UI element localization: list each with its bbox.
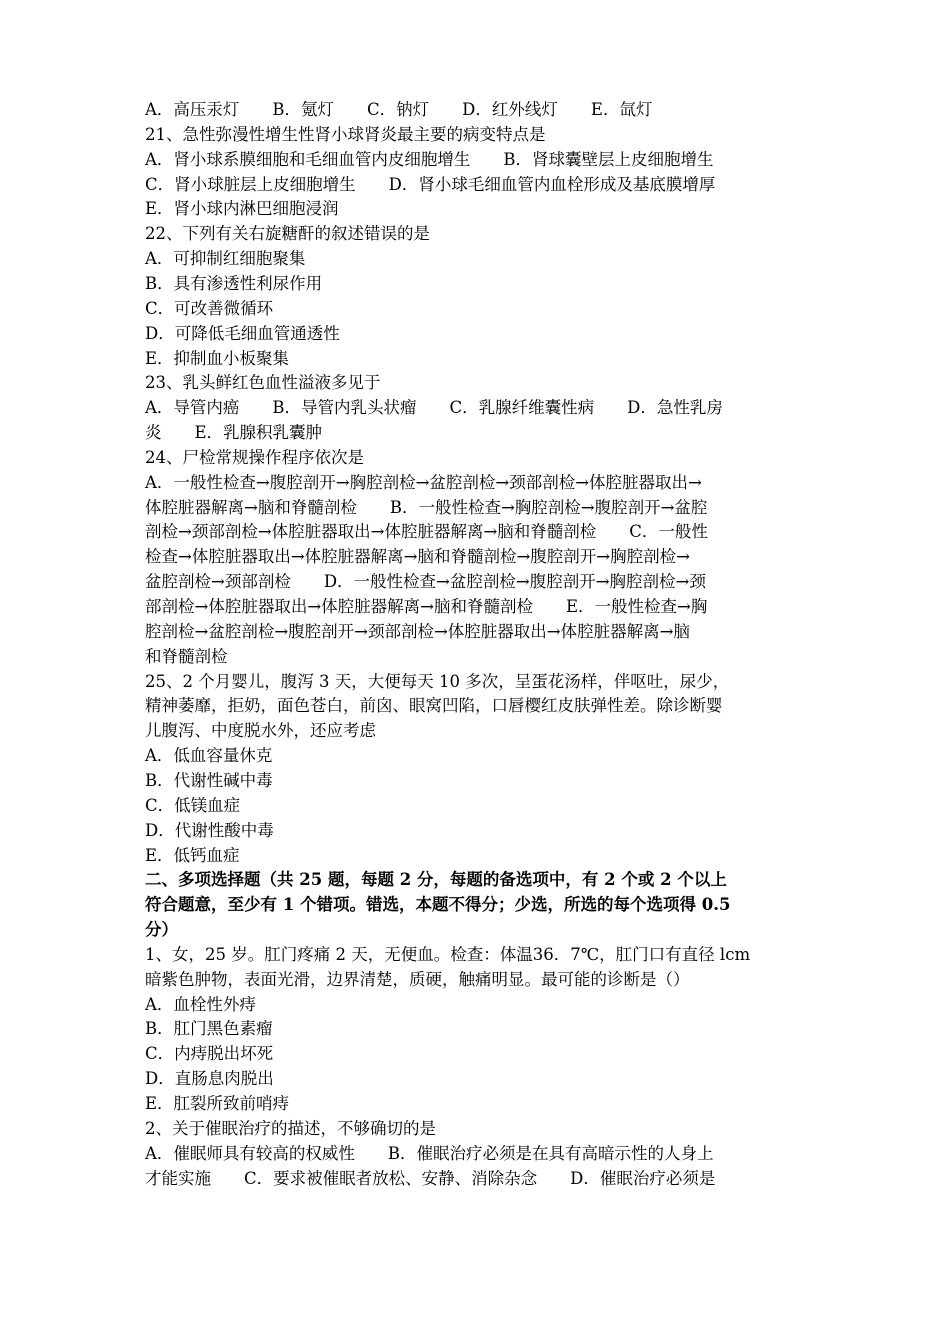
text-line: A．导管内癌 B．导管内乳头状瘤 C．乳腺纤维囊性病 D．急性乳房: [145, 398, 723, 418]
text-line: E．抑制血小板聚集: [145, 348, 290, 368]
text-line: 22、下列有关右旋糖酐的叙述错误的是: [145, 224, 430, 244]
section-heading-line: 二、多项选择题（共 25 题，每题 2 分，每题的备选项中，有 2 个或 2 个以上: [145, 870, 727, 890]
text-line: 暗紫色肿物，表面光滑，边界清楚，质硬，触痛明显。最可能的诊断是（）: [145, 969, 690, 989]
text-line: 体腔脏器解离→脑和脊髓剖检 B．一般性检查→胸腔剖检→腹腔剖开→盆腔: [145, 497, 708, 517]
section-heading-line: 符合题意，至少有 1 个错项。错选，本题不得分；少选，所选的每个选项得 0.5: [145, 895, 731, 915]
text-line: A．血栓性外痔: [145, 994, 256, 1014]
section-heading-line: 分）: [145, 920, 178, 940]
text-line: 剖检→颈部剖检→体腔脏器取出→体腔脏器解离→脑和脊髓剖检 C．一般性: [145, 522, 708, 542]
text-line: A．可抑制红细胞聚集: [145, 249, 306, 269]
text-line: E．肛裂所致前哨痔: [145, 1094, 290, 1113]
text-line: 和脊髓剖检: [145, 646, 228, 666]
text-line: 部剖检→体腔脏器取出→体腔脏器解离→脑和脊髓剖检 E．一般性检查→胸: [145, 597, 708, 616]
text-line: B．具有渗透性利尿作用: [145, 273, 323, 293]
text-line: C．肾小球脏层上皮细胞增生 D．肾小球毛细血管内血栓形成及基底膜增厚: [145, 174, 716, 194]
text-line: 25、2 个月婴儿，腹泻 3 天，大便每天 10 多次，呈蛋花汤样，伴呕吐，尿少，: [145, 671, 730, 691]
text-line: C．可改善微循环: [145, 298, 274, 318]
text-line: C．低镁血症: [145, 795, 241, 815]
text-line: C．内痔脱出坏死: [145, 1044, 274, 1064]
text-line: 才能实施 C．要求被催眠者放松、安静、消除杂念 D．催眠治疗必须是: [145, 1168, 716, 1188]
text-line: A．低血容量休克: [145, 746, 273, 766]
text-line: 2、关于催眠治疗的描述，不够确切的是: [145, 1118, 436, 1138]
text-line: D．可降低毛细血管通透性: [145, 323, 340, 343]
text-line: D．直肠息肉脱出: [145, 1069, 274, 1089]
text-line: 23、乳头鲜红色血性溢液多见于: [145, 373, 381, 393]
text-line: 儿腹泻、中度脱水外，还应考虑: [145, 721, 376, 741]
text-line: A．肾小球系膜细胞和毛细血管内皮细胞增生 B．肾球囊壁层上皮细胞增生: [145, 149, 714, 169]
text-line: B．肛门黑色素瘤: [145, 1019, 273, 1039]
text-line: E．低钙血症: [145, 845, 240, 865]
text-line: 炎 E．乳腺积乳囊肿: [145, 423, 323, 443]
text-line: D．代谢性酸中毒: [145, 820, 274, 840]
text-line: A．催眠师具有较高的权威性 B．催眠治疗必须是在具有高暗示性的人身上: [145, 1143, 714, 1163]
text-line: A．一般性检查→腹腔剖开→胸腔剖检→盆腔剖检→颈部剖检→体腔脏器取出→: [145, 472, 702, 492]
text-line: E．肾小球内淋巴细胞浸润: [145, 199, 339, 219]
text-line: 盆腔剖检→颈部剖检 D．一般性检查→盆腔剖检→腹腔剖开→胸腔剖检→颈: [145, 572, 706, 592]
text-line: 21、急性弥漫性增生性肾小球肾炎最主要的病变特点是: [145, 124, 546, 144]
text-line: 1、女，25 岁。肛门疼痛 2 天，无便血。检查：体温36．7℃，肛门口有直径 lcm: [145, 944, 751, 964]
text-line: A．高压汞灯 B．氪灯 C．钠灯 D．红外线灯 E．氙灯: [145, 100, 653, 119]
text-line: 腔剖检→盆腔剖检→腹腔剖开→颈部剖检→体腔脏器取出→体腔脏器解离→脑: [145, 621, 690, 641]
text-line: B．代谢性碱中毒: [145, 770, 273, 790]
text-line: 检查→体腔脏器取出→体腔脏器解离→脑和脊髓剖检→腹腔剖开→胸腔剖检→: [145, 547, 690, 567]
text-line: 精神萎靡，拒奶，面色苍白，前囟、眼窝凹陷，口唇樱红皮肤弹性差。除诊断婴: [145, 696, 723, 716]
text-line: 24、尸检常规操作程序依次是: [145, 447, 364, 467]
